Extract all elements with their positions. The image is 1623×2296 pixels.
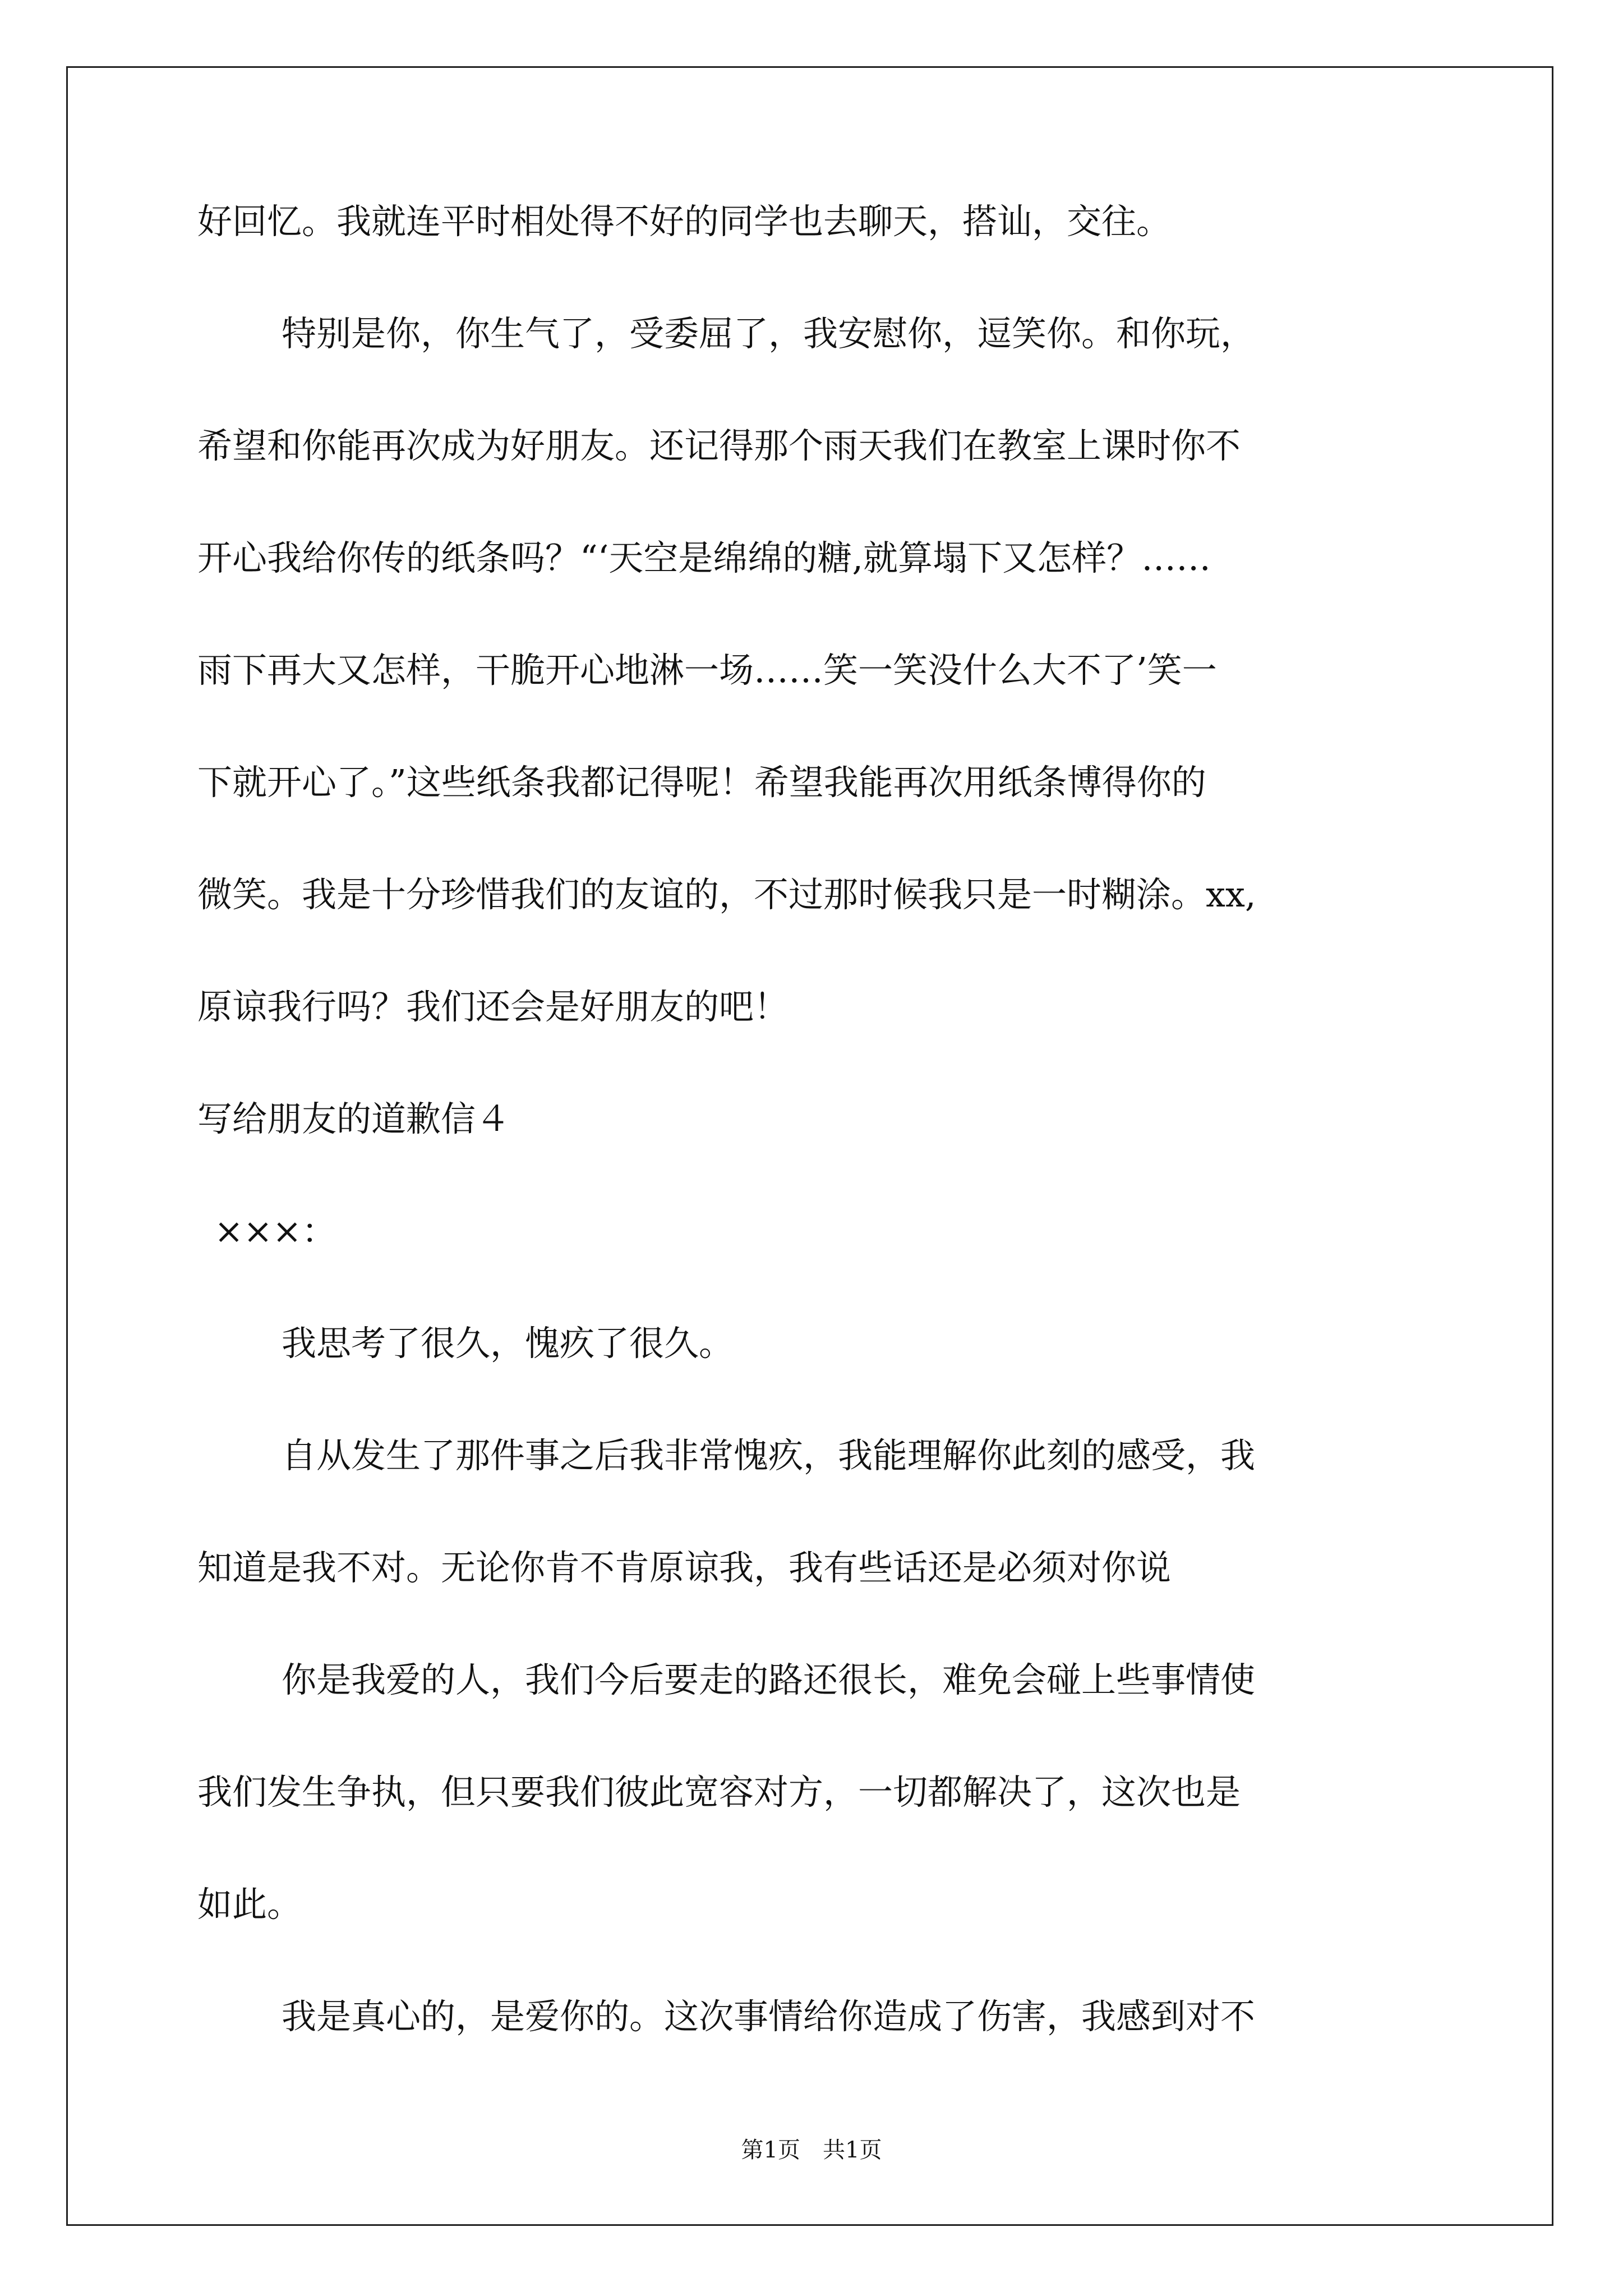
- salutation: ×××：: [214, 1211, 336, 1251]
- text-line: 知道是我不对。无论你肯不肯原谅我，我有些话还是必须对你说: [197, 1547, 1172, 1588]
- text-line: 自从发生了那件事之后我非常愧疚，我能理解你此刻的感受，我: [282, 1435, 1256, 1476]
- text-line: 特别是你，你生气了，受委屈了，我安慰你，逗笑你。和你玩，: [282, 313, 1256, 354]
- text-line: 如此。: [197, 1884, 302, 1925]
- text-line: 开心我给你传的纸条吗？“‘天空是绵绵的糖,就算塌下又怎样？……: [197, 537, 1211, 578]
- text-line: 下就开心了。”这些纸条我都记得呢！希望我能再次用纸条博得你的: [197, 762, 1206, 803]
- text-line: 原谅我行吗？我们还会是好朋友的吧！: [197, 986, 789, 1027]
- section-heading: 写给朋友的道歉信４: [197, 1098, 511, 1139]
- text-line: 我思考了很久，愧疚了很久。: [282, 1323, 734, 1364]
- text-line: 我是真心的，是爱你的。这次事情给你造成了伤害，我感到对不: [282, 1996, 1256, 2037]
- text-line: 我们发生争执，但只要我们彼此宽容对方，一切都解决了，这次也是: [197, 1772, 1241, 1812]
- page-footer: 第1页 共1页: [741, 2137, 882, 2163]
- text-line: 你是我爱的人，我们今后要走的路还很长，难免会碰上些事情使: [282, 1659, 1256, 1700]
- text-line: 好回忆。我就连平时相处得不好的同学也去聊天，搭讪，交往。: [197, 201, 1172, 242]
- text-line: 雨下再大又怎样，干脆开心地淋一场……笑一笑没什么大不了’笑一: [197, 650, 1217, 691]
- text-line: 希望和你能再次成为好朋友。还记得那个雨天我们在教室上课时你不: [197, 425, 1241, 466]
- text-line: 微笑。我是十分珍惜我们的友谊的，不过那时候我只是一时糊涂。xx,: [197, 874, 1256, 915]
